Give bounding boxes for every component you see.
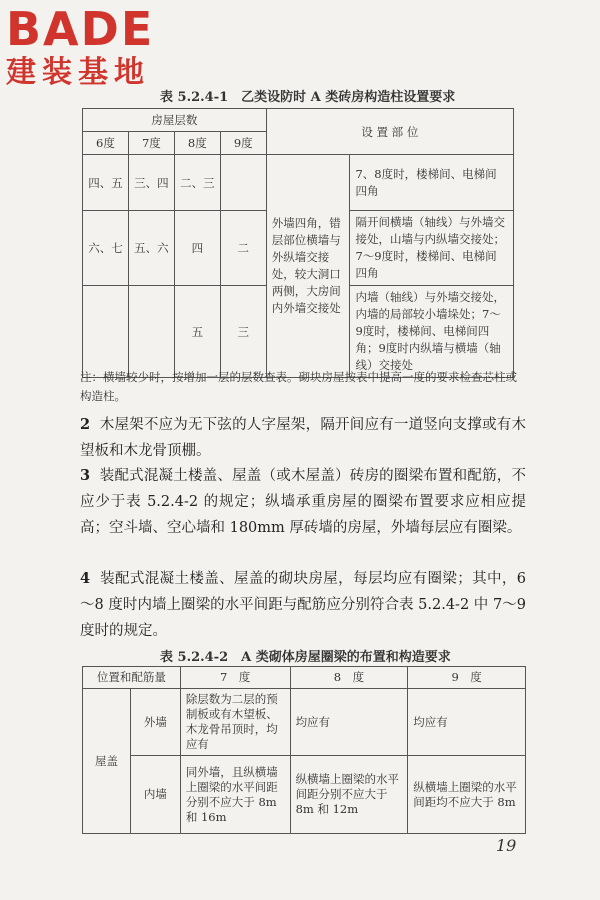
table1-location-cell: 内墙（轴线）与外墙交接处，内墙的局部较小墙垛处；7～9度时，楼梯间、电梯间四角；9度时内纵墙与横墙（轴线）交接处	[350, 286, 514, 378]
paragraph-3	[80, 463, 526, 541]
table1-header-location: 设 置 部 位	[266, 109, 513, 155]
paragraph-4	[80, 566, 526, 644]
table-cell: 同外墙，且纵横墙上圈梁的水平间距分别不应大于 8m 和 16m	[180, 756, 290, 834]
paragraph-number: 3	[80, 467, 91, 484]
table2-header-position: 位置和配筋量	[83, 667, 181, 689]
paragraph-text: 装配式混凝土楼盖、屋盖（或木屋盖）砖房的圈梁布置和配筋，不应少于表 5.2.4-2 的规定；纵墙承重房屋的圈梁布置要求应相应提高；空斗墙、空心墙和 180mm 厚砖墙的房屋，外墙每层应有圈梁。	[80, 468, 527, 536]
table2	[82, 666, 526, 834]
degree-header: 9度	[220, 132, 266, 155]
table2-row-label: 内墙	[130, 756, 180, 834]
table1-note: 注：横墙较少时，按增加一层的层数查表。砌块房屋按表中提高一度的要求检查芯柱或构造柱。	[80, 370, 517, 403]
table2-header-degree: 8 度	[290, 667, 408, 689]
paragraph-text: 木屋架不应为无下弦的人字屋架，隔开间应有一道竖向支撑或有木望板和木龙骨顶棚。	[80, 417, 527, 459]
table-cell: 纵横墙上圈梁的水平间距分别不应大于 8m 和 12m	[290, 756, 408, 834]
table-cell	[83, 286, 129, 378]
degree-header: 7度	[128, 132, 174, 155]
table-cell: 五、六	[128, 211, 174, 286]
table-cell: 六、七	[83, 211, 129, 286]
table1	[82, 108, 514, 378]
table1-location-cell: 7、8度时，楼梯间、电梯间四角	[350, 155, 514, 211]
table-cell	[220, 155, 266, 211]
table-cell: 二、三	[174, 155, 220, 211]
paragraph-number: 2	[80, 416, 91, 433]
table2-row-label: 外墙	[130, 689, 180, 756]
degree-header: 8度	[174, 132, 220, 155]
paragraph-2	[80, 412, 526, 464]
table-cell: 均应有	[408, 689, 526, 756]
table-cell: 三	[220, 286, 266, 378]
table1-wall-locations: 外墙四角，错层部位横墙与外纵墙交接处，较大洞口两侧，大房间内外墙交接处	[266, 155, 350, 378]
table2-caption: 表 5.2.4-2 A 类砌体房屋圈梁的布置和构造要求	[160, 650, 451, 665]
table1-caption: 表 5.2.4-1 乙类设防时 A 类砖房构造柱设置要求	[160, 90, 456, 105]
logo-wordmark	[6, 4, 186, 54]
table-cell: 纵横墙上圈梁的水平间距均不应大于 8m	[408, 756, 526, 834]
table1-header-floors: 房屋层数	[83, 109, 267, 132]
logo	[6, 4, 186, 90]
table-cell: 三、四	[128, 155, 174, 211]
table2-header-degree: 7 度	[180, 667, 290, 689]
logo-brand-prefix: BADE	[6, 2, 155, 56]
table-cell	[128, 286, 174, 378]
table-cell: 五	[174, 286, 220, 378]
table-cell: 除层数为二层的预制板或有木望板、木龙骨吊顶时，均应有	[180, 689, 290, 756]
table2-header-degree: 9 度	[408, 667, 526, 689]
table-cell: 四、五	[83, 155, 129, 211]
paragraph-text: 装配式混凝土楼盖、屋盖的砌块房屋，每层均应有圈梁；其中，6～8 度时内墙上圈梁的水平间距与配筋应分别符合表 5.2.4-2 中 7～9 度时的规定。	[80, 571, 526, 639]
page-number: 19	[496, 836, 517, 855]
table-cell: 二	[220, 211, 266, 286]
table-cell: 均应有	[290, 689, 408, 756]
table2-row-group: 屋盖	[83, 689, 131, 834]
paragraph-number: 4	[80, 570, 91, 587]
table1-location-cell: 隔开间横墙（轴线）与外墙交接处，山墙与内纵墙交接处；7～9度时，楼梯间、电梯间四角	[350, 211, 514, 286]
logo-subtitle: 建装基地	[6, 55, 150, 90]
table-cell: 四	[174, 211, 220, 286]
degree-header: 6度	[83, 132, 129, 155]
